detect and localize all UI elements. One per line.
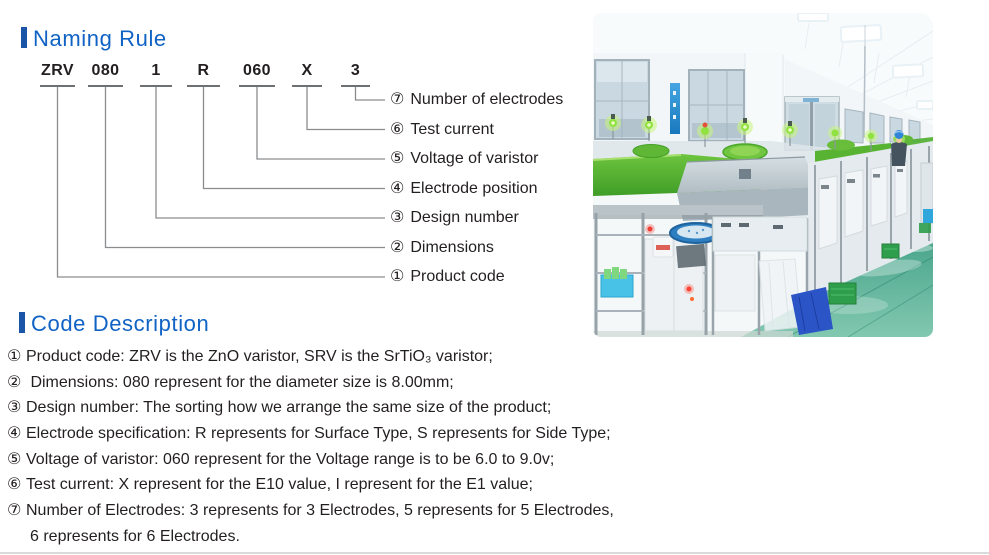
circled-number: ⑥ xyxy=(390,120,405,138)
description-text: Number of Electrodes: 3 represents for 3 Electrodes, 5 represents for 5 Electrodes, xyxy=(26,502,614,520)
section-marker-icon xyxy=(19,312,25,333)
code-description-list xyxy=(7,344,614,550)
description-line xyxy=(7,370,614,396)
code-part-current: X xyxy=(301,62,313,79)
description-line xyxy=(7,498,614,524)
circled-number: ⑦ xyxy=(390,91,405,108)
code-part-dimension: 080 xyxy=(91,62,120,79)
diagram-label-4 xyxy=(390,180,538,198)
diagram-label-text: Voltage of varistor xyxy=(410,150,539,167)
code-description-title: Code Description xyxy=(31,311,210,336)
circled-number: ⑥ xyxy=(7,476,22,494)
circled-number: ③ xyxy=(390,209,405,226)
factory-photo xyxy=(593,13,933,337)
diagram-label-3 xyxy=(390,209,519,227)
description-text: Product code: ZRV is the ZnO varistor, SRV is the SrTiO₃ varistor; xyxy=(26,348,493,365)
code-part-design: 1 xyxy=(151,62,161,79)
description-line xyxy=(7,395,614,421)
code-part-electrode: R xyxy=(197,62,210,79)
description-text: Electrode specification: R represents for Surface Type, S represents for Side Type; xyxy=(26,425,611,443)
code-part-voltage: 060 xyxy=(243,62,271,79)
circled-number: ② xyxy=(390,238,405,256)
code-part-electrodes-count: 3 xyxy=(350,62,361,79)
diagram-label-text: Number of electrodes xyxy=(410,91,564,108)
circled-number: ⑦ xyxy=(7,502,22,520)
description-text: Dimensions: 080 represent for the diameter size is 8.00mm; xyxy=(26,373,454,391)
circled-number: ① xyxy=(390,268,405,285)
description-text: Design number: The sorting how we arrange the same size of the product; xyxy=(26,399,552,417)
description-line xyxy=(7,472,614,498)
circled-number: ⑤ xyxy=(7,450,22,468)
circled-number: ② xyxy=(7,373,22,391)
code-part-product: ZRV xyxy=(41,62,74,79)
diagram-label-text: Test current xyxy=(410,120,494,138)
page-bottom-divider xyxy=(0,552,989,554)
diagram-label-text: Product code xyxy=(410,268,505,285)
description-text: 6 represents for 6 Electrodes. xyxy=(30,527,240,545)
diagram-label-7 xyxy=(390,91,563,109)
circled-number: ① xyxy=(7,348,22,365)
circled-number: ③ xyxy=(7,399,22,417)
diagram-label-5 xyxy=(390,150,538,168)
description-line xyxy=(7,447,614,473)
description-line xyxy=(7,421,614,447)
description-line-continuation xyxy=(7,524,614,550)
diagram-label-text: Electrode position xyxy=(410,179,538,197)
factory-photo-illustration xyxy=(593,13,933,337)
diagram-label-text: Design number xyxy=(410,209,519,226)
diagram-label-2 xyxy=(390,239,494,257)
description-text: Test current: X represent for the E10 value, I represent for the E1 value; xyxy=(26,476,533,494)
description-text: Voltage of varistor: 060 represent for the Voltage range is to be 6.0 to 9.0v; xyxy=(26,450,555,468)
diagram-label-6 xyxy=(390,121,494,139)
diagram-label-1 xyxy=(390,268,505,286)
circled-number: ④ xyxy=(7,425,22,443)
description-line xyxy=(7,344,614,370)
circled-number: ④ xyxy=(390,179,405,197)
naming-rule-title: Naming Rule xyxy=(33,26,167,51)
diagram-label-text: Dimensions xyxy=(410,238,494,256)
circled-number: ⑤ xyxy=(390,150,405,167)
